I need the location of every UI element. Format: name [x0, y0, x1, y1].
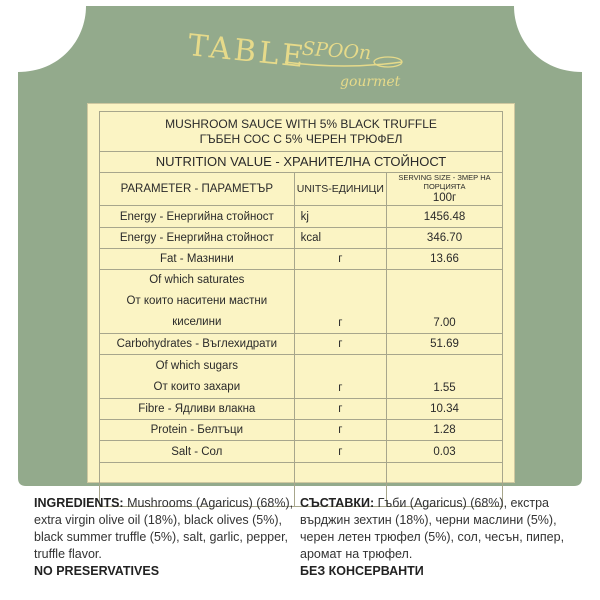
column-header-units: UNITS-ЕДИНИЦИ	[294, 173, 386, 206]
serving-size-value: 100г	[432, 192, 457, 204]
logo-gourmet-text: gourmet	[340, 74, 401, 90]
row-value: 1.28	[387, 420, 503, 441]
row-unit: г	[294, 355, 386, 399]
row-parameter-bg: От които наситени мастни киселини	[126, 295, 268, 328]
row-unit: kcal	[294, 228, 386, 249]
row-unit: kj	[294, 206, 386, 228]
ingredients-en-label: INGREDIENTS:	[34, 496, 124, 510]
logo-spoon-text: SPOOn	[301, 37, 372, 65]
no-preservatives-bg: БЕЗ КОНСЕРВАНТИ	[300, 564, 424, 578]
nutrition-header-row	[100, 152, 503, 173]
row-value: 7.00	[387, 270, 503, 334]
ingredients-bg-line2: върджин зехтин (18%), черни маслини (5%),	[300, 513, 557, 527]
row-value: 13.66	[387, 249, 503, 270]
nutrition-header: NUTRITION VALUE - ХРАНИТЕЛНА СТОЙНОСТ	[100, 152, 503, 173]
column-header-row	[100, 173, 503, 206]
ingredients-en-line4: truffle flavor.	[34, 547, 102, 561]
table-row	[100, 270, 503, 334]
table-row	[100, 355, 503, 399]
row-parameter: Protein - Белтъци	[100, 420, 295, 441]
table-row	[100, 228, 503, 249]
ingredients-bg-line1: Гъби (Agaricus) (68%), екстра	[374, 496, 549, 510]
column-header-parameter: PARAMETER - ПАРАМЕТЪР	[100, 173, 295, 206]
row-value: 346.70	[387, 228, 503, 249]
ingredients-en-line1: Mushrooms (Agaricus) (68%),	[123, 496, 294, 510]
row-parameter-en: Of which saturates	[149, 274, 245, 286]
table-row	[100, 399, 503, 420]
ingredients-bg	[300, 495, 570, 580]
row-parameter: Energy - Енергийна стойност	[100, 228, 295, 249]
row-parameter	[100, 355, 295, 399]
row-parameter: Carbohydrates - Въглехидрати	[100, 334, 295, 355]
logo-table-text: TABLE	[186, 28, 309, 76]
row-unit: г	[294, 441, 386, 463]
column-header-serving	[387, 173, 503, 206]
row-unit: г	[294, 420, 386, 441]
row-value: 1.55	[387, 355, 503, 399]
row-unit: г	[294, 334, 386, 355]
row-unit: г	[294, 249, 386, 270]
table-title-row	[100, 112, 503, 152]
table-row	[100, 206, 503, 228]
ingredients-bg-label: СЪСТАВКИ:	[300, 496, 375, 510]
ingredients-en-line3: black summer truffle (5%), salt, garlic, pepper,	[34, 530, 289, 544]
product-title-en: MUSHROOM SAUCE WITH 5% BLACK TRUFFLE	[165, 116, 437, 131]
row-value: 0.03	[387, 441, 503, 463]
table-row	[100, 441, 503, 463]
row-parameter-bg: От които захари	[153, 380, 241, 393]
table-row	[100, 249, 503, 270]
product-title-bg: ГЪБЕН СОС С 5% ЧЕРЕН ТРЮФЕЛ	[199, 131, 403, 146]
row-parameter: Fat - Мазнини	[100, 249, 295, 270]
row-value: 1456.48	[387, 206, 503, 228]
row-parameter	[100, 270, 295, 334]
row-unit: г	[294, 270, 386, 334]
nutrition-table	[99, 111, 503, 507]
row-value: 10.34	[387, 399, 503, 420]
serving-size-label: SERVING SIZE - ЗМЕР НА ПОРЦИЯТА	[398, 173, 491, 191]
row-value: 51.69	[387, 334, 503, 355]
ingredients-en	[34, 495, 304, 580]
table-row	[100, 334, 503, 355]
row-parameter: Fibre - Ядливи влакна	[100, 399, 295, 420]
ingredients-bg-line3: черен летен трюфел (5%), сол, чесън, пипер,	[300, 530, 565, 544]
ingredients-en-line2: extra virgin olive oil (18%), black olives (5%),	[34, 513, 283, 527]
row-unit: г	[294, 399, 386, 420]
table-row	[100, 420, 503, 441]
no-preservatives-en: NO PRESERVATIVES	[34, 564, 160, 578]
ingredients-bg-line4: аромат на трюфел.	[300, 547, 413, 561]
brand-logo	[170, 22, 410, 92]
row-parameter: Energy - Енергийна стойност	[100, 206, 295, 228]
row-parameter: Salt - Сол	[100, 441, 295, 463]
row-parameter-en: Of which sugars	[155, 359, 239, 372]
